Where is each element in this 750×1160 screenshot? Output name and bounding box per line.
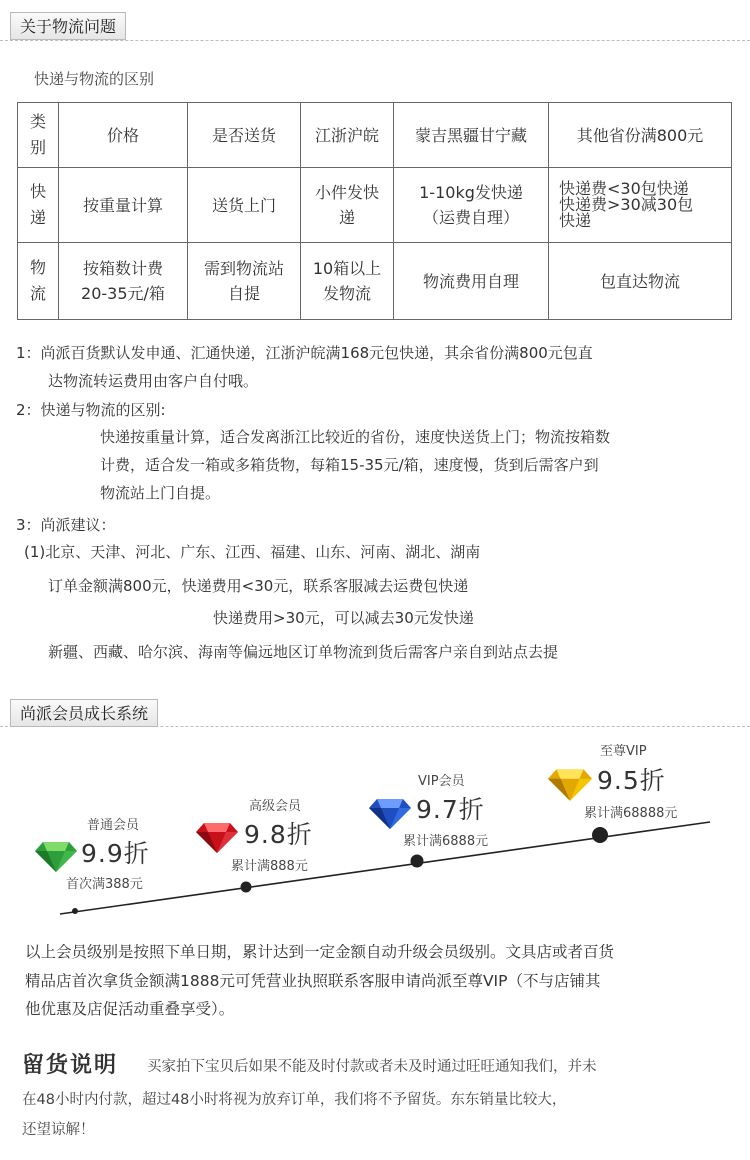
table-cell: 物流费用自理 bbox=[394, 243, 549, 320]
note-3-line3: 快递费用>30元，可以减去30元发快递 bbox=[213, 609, 474, 627]
note-3-line2: 订单金额满800元，快递费用<30元，联系客服减去运费包快递 bbox=[48, 577, 469, 595]
table-cell: 10箱以上 发物流 bbox=[301, 243, 394, 320]
header-other: 其他省份满800元 bbox=[549, 103, 732, 168]
logistics-section-header: 关于物流问题 bbox=[10, 12, 126, 40]
table-cell: 快递费<30包快递 快递费>30减30包 快递 bbox=[549, 168, 732, 243]
note-1-line2: 达物流转运费用由客户自付哦。 bbox=[48, 372, 259, 390]
table-cell: 小件发快 递 bbox=[301, 168, 394, 243]
row-label-express: 快递 bbox=[18, 168, 59, 243]
membership-description: 以上会员级别是按照下单日期，累计达到一定金额自动升级会员级别。文具店或者百货 精品店首次拿货金额满1888元可凭营业执照联系客服申请尚派至尊VIP（不与店铺其 他优惠及店促活动重叠享受）。 bbox=[25, 943, 615, 1018]
gem-icon-blue bbox=[369, 797, 411, 829]
table-cell: 送货上门 bbox=[188, 168, 301, 243]
row-label-logistics: 物流 bbox=[18, 243, 59, 320]
keep-goods-line3: 还望谅解！ bbox=[22, 1122, 95, 1138]
header-delivery: 是否送货 bbox=[188, 103, 301, 168]
table-header-row bbox=[18, 103, 732, 168]
tier-discount-regular: 9.9折 bbox=[81, 839, 150, 868]
header-price: 价格 bbox=[59, 103, 188, 168]
membership-section-header: 尚派会员成长系统 bbox=[10, 699, 158, 727]
note-1-line1: 1：尚派百货默认发申通、汇通快递，江浙沪皖满168元包快递，其余省份满800元包直 bbox=[16, 344, 593, 362]
table-cell: 1-10kg发快递 （运费自理） bbox=[394, 168, 549, 243]
keep-goods-line1: 买家拍下宝贝后如果不能及时付款或者未及时通过旺旺通知我们，并未 bbox=[147, 1059, 597, 1075]
tier-condition-supreme-vip: 累计满68888元 bbox=[584, 806, 678, 821]
tier-condition-vip: 累计满6888元 bbox=[403, 834, 489, 849]
shipping-comparison-table bbox=[17, 102, 732, 320]
tier-name-vip: VIP会员 bbox=[418, 774, 465, 789]
header-remote: 蒙吉黑疆甘宁藏 bbox=[394, 103, 549, 168]
gem-icon-gold bbox=[548, 767, 592, 801]
growth-line bbox=[60, 822, 710, 914]
tier-condition-regular: 首次满388元 bbox=[66, 877, 143, 892]
tier-name-senior: 高级会员 bbox=[249, 799, 302, 814]
tier-condition-senior: 累计满888元 bbox=[231, 859, 308, 874]
keep-goods-line2: 在48小时内付款，超过48小时将视为放弃订单，我们将不予留货。东东销量比较大， bbox=[22, 1092, 567, 1108]
tier-name-regular: 普通会员 bbox=[87, 818, 140, 833]
note-2-line2: 计费，适合发一箱或多箱货物，每箱15-35元/箱，速度慢，货到后需客户到 bbox=[100, 456, 599, 474]
tier-dot bbox=[72, 908, 78, 914]
gem-icon-green bbox=[35, 840, 77, 872]
table-cell: 包直达物流 bbox=[549, 243, 732, 320]
tier-dot bbox=[592, 827, 608, 843]
table-cell: 按重量计算 bbox=[59, 168, 188, 243]
header-category: 类别 bbox=[18, 103, 59, 168]
keep-goods-title: 留货说明 bbox=[22, 1052, 119, 1078]
tier-discount-senior: 9.8折 bbox=[244, 820, 313, 849]
note-3-line1: (1)北京、天津、河北、广东、江西、福建、山东、河南、湖北、湖南 bbox=[24, 543, 481, 561]
tier-discount-vip: 9.7折 bbox=[416, 795, 485, 824]
note-3-title: 3：尚派建议： bbox=[16, 516, 116, 534]
header-jzhw: 江浙沪皖 bbox=[301, 103, 394, 168]
note-2-line1: 快递按重量计算，适合发离浙江比较近的省份，速度快送货上门；物流按箱数 bbox=[100, 428, 611, 446]
table-cell: 按箱数计费 20-35元/箱 bbox=[59, 243, 188, 320]
gem-icon-red bbox=[196, 821, 238, 853]
table-subtitle: 快递与物流的区别 bbox=[34, 70, 155, 88]
table-cell: 需到物流站 自提 bbox=[188, 243, 301, 320]
note-2-title: 2：快递与物流的区别: bbox=[16, 401, 166, 419]
note-3-line4: 新疆、西藏、哈尔滨、海南等偏远地区订单物流到货后需客户亲自到站点去提 bbox=[48, 643, 559, 661]
table-row bbox=[18, 243, 732, 320]
table-row bbox=[18, 168, 732, 243]
tier-dot bbox=[241, 882, 252, 893]
tier-dot bbox=[411, 855, 424, 868]
tier-name-supreme-vip: 至尊VIP bbox=[600, 744, 647, 759]
note-2-line3: 物流站上门自提。 bbox=[100, 484, 221, 502]
tier-discount-supreme-vip: 9.5折 bbox=[597, 766, 666, 795]
